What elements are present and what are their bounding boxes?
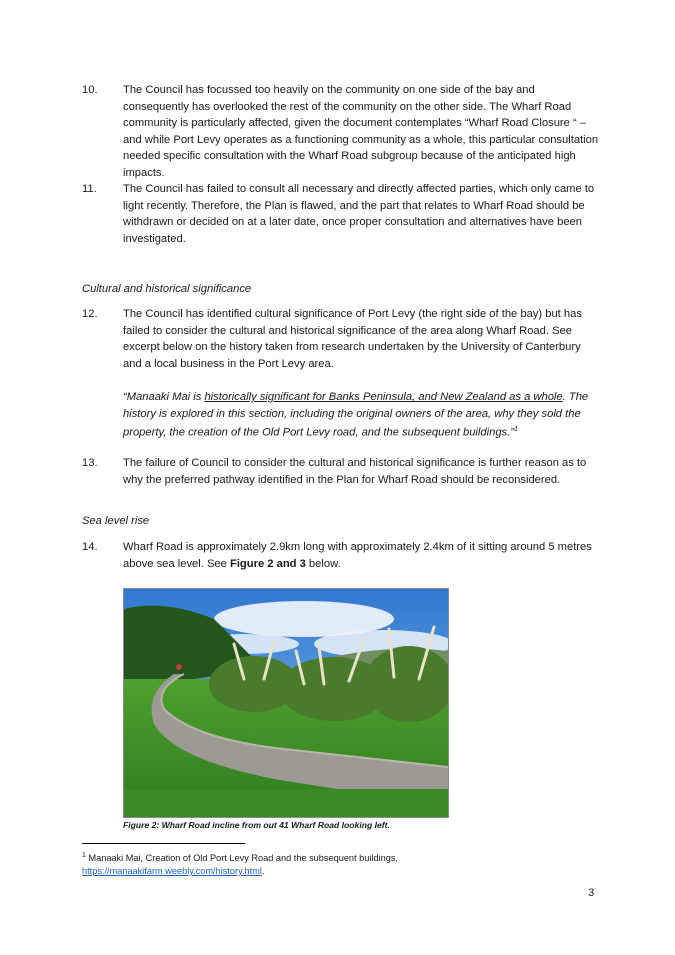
footnote-link[interactable]: https://manaakifarm.weebly.com/history.html bbox=[82, 866, 262, 877]
paragraph-number: 14. bbox=[82, 541, 98, 553]
road-landscape-image bbox=[124, 589, 448, 817]
footnote-divider bbox=[82, 843, 245, 844]
page-number: 3 bbox=[588, 887, 595, 899]
text-before: Wharf Road is approximately 2.9km long with approximately 2.4km of it sitting around 5 metres above sea level. See bbox=[123, 541, 592, 570]
section-heading-sea-level: Sea level rise bbox=[82, 515, 150, 527]
footnote-after-link: . bbox=[261, 866, 265, 877]
paragraph-13 bbox=[82, 455, 602, 488]
quote-rest: . The history is explored in this section, including the original owners of the area, why they sold the property, the creation of the Old Port Levy road, and the subsequent buildings.” bbox=[123, 391, 589, 439]
paragraph-11 bbox=[82, 181, 602, 247]
footnote-reference[interactable]: 1 bbox=[513, 426, 518, 434]
paragraph-text: The failure of Council to consider the cultural and historical significance is further reason as to why the preferred pathway identified in the Plan for Wharf Road should be reconsidered. bbox=[123, 457, 587, 486]
paragraph-number: 13. bbox=[82, 457, 98, 469]
figure-reference: Figure 2 and 3 bbox=[229, 557, 306, 570]
quote-open: “Manaaki Mai is bbox=[123, 391, 205, 403]
paragraph-text: The Council has failed to consult all necessary and directly affected parties, which only came to light recently. Therefore, the Plan is flawed, and the part that relates to Wharf Road should be withdrawn or decided on at a later date, once proper consultation and alternatives have been investigated. bbox=[123, 183, 595, 245]
paragraph-number: 12. bbox=[82, 308, 98, 320]
paragraph-number: 10. bbox=[82, 84, 98, 96]
footnote-marker: 1 bbox=[82, 852, 86, 859]
paragraph-text: The Council has identified cultural significance of Port Levy (the right side of the bay) but has failed to consider the cultural and historical significance of the area along Wharf Road. See excerpt below on the history taken from research undertaken by the University of Canterbury and a local business in the Port Levy area. bbox=[123, 308, 582, 370]
figure-caption: Figure 2: Wharf Road incline from out 41 Wharf Road looking left. bbox=[123, 820, 390, 830]
paragraph-10 bbox=[82, 82, 602, 182]
paragraph-14 bbox=[82, 539, 602, 572]
section-heading-cultural: Cultural and historical significance bbox=[82, 283, 252, 295]
paragraph-12 bbox=[82, 306, 602, 372]
text-after: below. bbox=[305, 557, 341, 570]
quote-underlined: historically significant for Banks Peninsula, and New Zealand as a whole bbox=[204, 391, 563, 403]
block-quote bbox=[123, 389, 603, 442]
figure-photo bbox=[123, 588, 449, 818]
paragraph-text bbox=[123, 539, 602, 572]
paragraph-text: The Council has focussed too heavily on the community on one side of the bay and consequently has overlooked the rest of the community on the other side. The Wharf Road community is particularly affected, given the document contemplates “Wharf Road Closure “ – and while Port Levy operates as a functioning community as a whole, this particular consultation needed specific consultation with the Wharf Road subgroup because of the anticipated high impacts. bbox=[123, 84, 599, 179]
footnote-text: Manaaki Mai, Creation of Old Port Levy Road and the subsequent buildings, bbox=[88, 853, 398, 864]
paragraph-number: 11. bbox=[82, 183, 97, 195]
footnote bbox=[82, 849, 602, 878]
